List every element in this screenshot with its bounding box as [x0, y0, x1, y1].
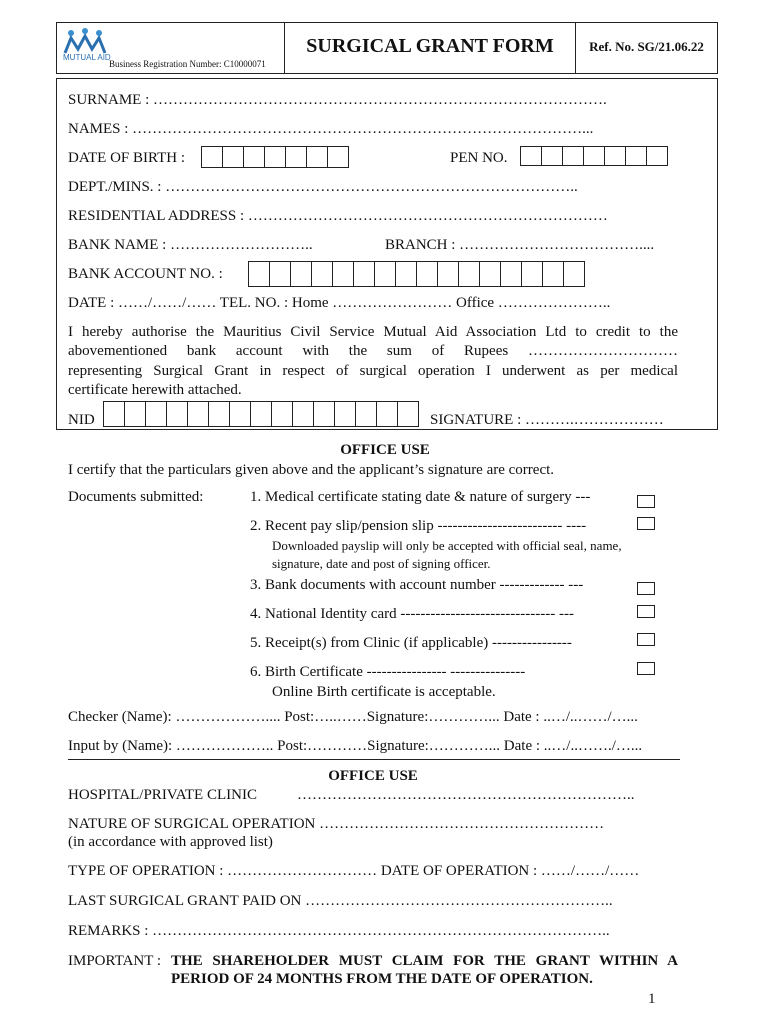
- branch-field[interactable]: BRANCH : ………………………………....: [385, 237, 655, 253]
- page-number: 1: [648, 991, 656, 1007]
- doc-item-6: 6. Birth Certificate ---------------- ---------------: [250, 664, 526, 680]
- documents-label: Documents submitted:: [68, 489, 204, 505]
- address-field[interactable]: RESIDENTIAL ADDRESS : ………………………………………………………………: [68, 208, 608, 224]
- dept-field[interactable]: DEPT./MINS. : ………………………………………………………………………..: [68, 179, 578, 195]
- input-by-line[interactable]: Input by (Name): ……………….. Post:…………Signature:…………... Date : ..…/..……./…...: [68, 738, 643, 754]
- last-grant-field[interactable]: LAST SURGICAL GRANT PAID ON ……………………………………………………..: [68, 893, 613, 909]
- pen-label: PEN NO.: [450, 150, 508, 166]
- remarks-field[interactable]: REMARKS : ………………………………………………………………………………..: [68, 923, 610, 939]
- doc-item-4: 4. National Identity card ------------------------------- ---: [250, 606, 574, 622]
- reference-number: Ref. No. SG/21.06.22: [589, 39, 704, 54]
- doc-item-5: 5. Receipt(s) from Clinic (if applicable) ----------------: [250, 635, 572, 651]
- title-cell: [285, 23, 576, 73]
- mutual-aid-logo-icon: [63, 27, 107, 55]
- doc-6-checkbox[interactable]: [637, 662, 655, 675]
- hospital-label: HOSPITAL/PRIVATE CLINIC: [68, 787, 257, 803]
- surname-field[interactable]: SURNAME : ……………………………………………………………………………….: [68, 92, 607, 108]
- pen-boxes[interactable]: [520, 146, 668, 166]
- doc-item-2-note-1: Downloaded payslip will only be accepted with official seal, name,: [272, 538, 622, 553]
- dob-boxes[interactable]: [201, 146, 349, 168]
- form-title: SURGICAL GRANT FORM: [306, 35, 554, 57]
- section-divider: [68, 759, 680, 760]
- doc-item-3: 3. Bank documents with account number ------------- ---: [250, 577, 584, 593]
- doc-1-checkbox[interactable]: [637, 495, 655, 508]
- office-use-title-1: OFFICE USE: [340, 442, 430, 458]
- doc-5-checkbox[interactable]: [637, 633, 655, 646]
- dob-label: DATE OF BIRTH :: [68, 150, 186, 166]
- doc-3-checkbox[interactable]: [637, 582, 655, 595]
- account-boxes[interactable]: [248, 261, 585, 287]
- hospital-field[interactable]: …………………………………………………………..: [297, 787, 635, 803]
- checker-line[interactable]: Checker (Name): ……………….... Post:…..……Signature:…………... Date : ..…/..……/…...: [68, 709, 638, 725]
- authorisation-line-4: certificate herewith attached.: [68, 382, 242, 398]
- logo-text: MUTUAL AID: [63, 53, 111, 62]
- authorisation-line-1: I hereby authorise the Mauritius Civil Service Mutual Aid Association Ltd to credit to the: [68, 324, 678, 340]
- doc-2-checkbox[interactable]: [637, 517, 655, 530]
- doc-item-2: 2. Recent pay slip/pension slip ------------------------- ----: [250, 518, 587, 534]
- nid-label: NID: [68, 412, 95, 428]
- doc-item-2-note-2: signature, date and post of signing officer.: [272, 556, 491, 571]
- type-date-field[interactable]: TYPE OF OPERATION : ………………………… DATE OF OPERATION : ……/……/……: [68, 863, 640, 879]
- bank-name-field[interactable]: BANK NAME : ………………………..: [68, 237, 313, 253]
- doc-4-checkbox[interactable]: [637, 605, 655, 618]
- nature-field[interactable]: NATURE OF SURGICAL OPERATION …………………………………………………: [68, 816, 605, 832]
- office-use-title-2: OFFICE USE: [328, 768, 418, 784]
- nature-note: (in accordance with approved list): [68, 834, 273, 850]
- authorisation-line-2: abovementioned bank account with the sum of Rupees …………………………: [68, 343, 678, 359]
- account-label: BANK ACCOUNT NO. :: [68, 266, 223, 282]
- nid-boxes[interactable]: [103, 401, 419, 427]
- important-line-2: PERIOD OF 24 MONTHS FROM THE DATE OF OPERATION.: [171, 971, 593, 987]
- doc-item-1: 1. Medical certificate stating date & nature of surgery ---: [250, 489, 591, 505]
- registration-number: Business Registration Number: C10000071: [109, 59, 266, 69]
- authorisation-line-3: representing Surgical Grant in respect of surgical operation I underwent as per medical: [68, 363, 678, 379]
- logo-cell: [57, 23, 285, 73]
- signature-field[interactable]: SIGNATURE : ……….………………: [430, 412, 664, 428]
- ref-cell: [576, 23, 717, 73]
- date-tel-field[interactable]: DATE : ……/……/…… TEL. NO. : Home …………………… Office …………………..: [68, 295, 611, 311]
- doc-item-6-note: Online Birth certificate is acceptable.: [272, 684, 496, 700]
- names-field[interactable]: NAMES : ………………………………………………………………………………...: [68, 121, 594, 137]
- important-label: IMPORTANT :: [68, 953, 162, 969]
- important-line-1: THE SHAREHOLDER MUST CLAIM FOR THE GRANT WITHIN A: [171, 953, 678, 969]
- form-header: [56, 22, 718, 74]
- certify-statement: I certify that the particulars given above and the applicant’s signature are correct.: [68, 462, 555, 478]
